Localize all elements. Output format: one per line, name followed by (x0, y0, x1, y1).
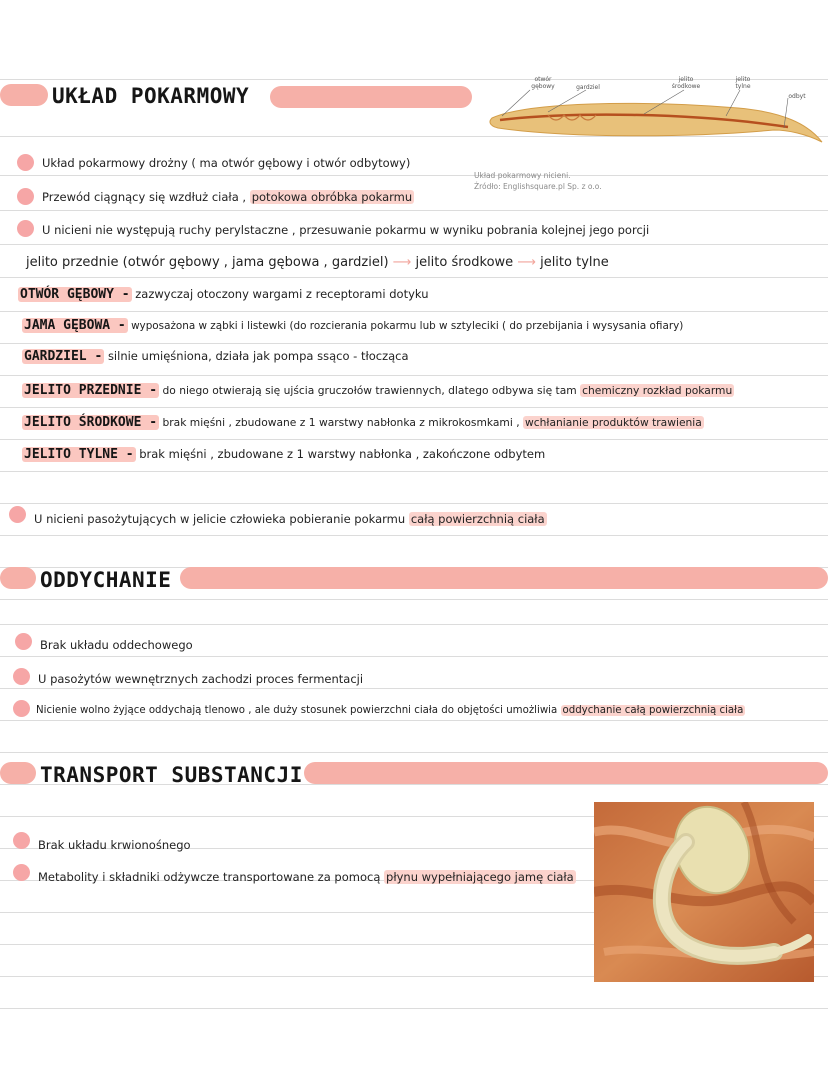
respiration-bullet-2: U pasożytów wewnętrznych zachodzi proces fermentacji (38, 672, 364, 686)
label-midgut: jelito środkowe (671, 76, 701, 90)
section-band-left (0, 567, 36, 589)
section-title-digestive: UKŁAD POKARMOWY (52, 84, 250, 108)
bullet-dot (13, 864, 30, 881)
digestive-bullet-3: U nicieni nie występują ruchy perylstaczne , przesuwanie pokarmu w wyniku pobrania kolejnej jego porcji (42, 223, 650, 237)
bullet-dot (13, 668, 30, 685)
term-hindgut: JELITO TYLNE - brak mięśni , zbudowane z 1 warstwy nabłonka , zakończone odbytem (24, 447, 546, 462)
term-foregut: JELITO PRZEDNIE - do niego otwierają się ujścia gruczołów trawiennych, dlatego odbywa się tam chemiczny rozkład pokarmu (24, 383, 733, 398)
bullet-dot (13, 832, 30, 849)
section-band-left (0, 84, 48, 106)
label-anus: odbyt (788, 93, 806, 100)
section-band-right (180, 567, 828, 589)
bullet-dot (17, 188, 34, 205)
gut-flow: jelito przednie (otwór gębowy , jama gębowa , gardziel) ⟶ jelito środkowe ⟶ jelito tylne (26, 255, 609, 270)
section-band-left (0, 762, 36, 784)
label-hindgut: jelito tylne (735, 76, 751, 90)
respiration-bullet-1: Brak układu oddechowego (40, 638, 193, 652)
respiration-bullet-3: Nicienie wolno żyjące oddychają tlenowo , ale duży stosunek powierzchni ciała do objętości umożliwia oddychanie całą powierzchnią ciała (36, 705, 744, 716)
section-band-right (304, 762, 828, 784)
term-midgut: JELITO ŚRODKOWE - brak mięśni , zbudowane z 1 warstwy nabłonka z mikrokosmkami , wchłanianie produktów trawienia (24, 415, 702, 430)
transport-bullet-2: Metabolity i składniki odżywcze transportowane za pomocą płynu wypełniającego jamę ciała (38, 870, 574, 884)
digestive-bullet-2: Przewód ciągnący się wzdłuż ciała , potokowa obróbka pokarmu (42, 190, 413, 204)
section-title-transport: TRANSPORT SUBSTANCJI (40, 763, 303, 787)
label-mouth: otwór gębowy (531, 76, 555, 90)
bullet-dot (17, 220, 34, 237)
digestive-bullet-1: Układ pokarmowy drożny ( ma otwór gębowy i otwór odbytowy) (42, 156, 411, 170)
bullet-dot (13, 700, 30, 717)
term-buccal-cavity: JAMA GĘBOWA - wyposażona w ząbki i listewki (do rozcierania pokarmu lub w sztyleciki ( do przebijania i wysysania ofiary) (24, 318, 684, 333)
bullet-dot (9, 506, 26, 523)
bullet-dot (17, 154, 34, 171)
figure-caption: Układ pokarmowy nicieni. Źródło: Englishsquare.pl Sp. z o.o. (474, 171, 602, 191)
label-pharynx: gardziel (576, 84, 600, 91)
term-mouth: OTWÓR GĘBOWY - zazwyczaj otoczony wargami z receptorami dotyku (20, 287, 429, 302)
section-band-right (270, 86, 472, 108)
term-pharynx: GARDZIEL - silnie umięśniona, działa jak pompa ssąco - tłocząca (24, 349, 409, 364)
nematode-photo (594, 802, 814, 982)
section-title-respiration: ODDYCHANIE (40, 568, 172, 592)
parasite-feeding-note: U nicieni pasożytujących w jelicie człowieka pobieranie pokarmu całą powierzchnią ciała (34, 512, 545, 526)
bullet-dot (15, 633, 32, 650)
transport-bullet-1: Brak układu krwionośnego (38, 838, 191, 852)
